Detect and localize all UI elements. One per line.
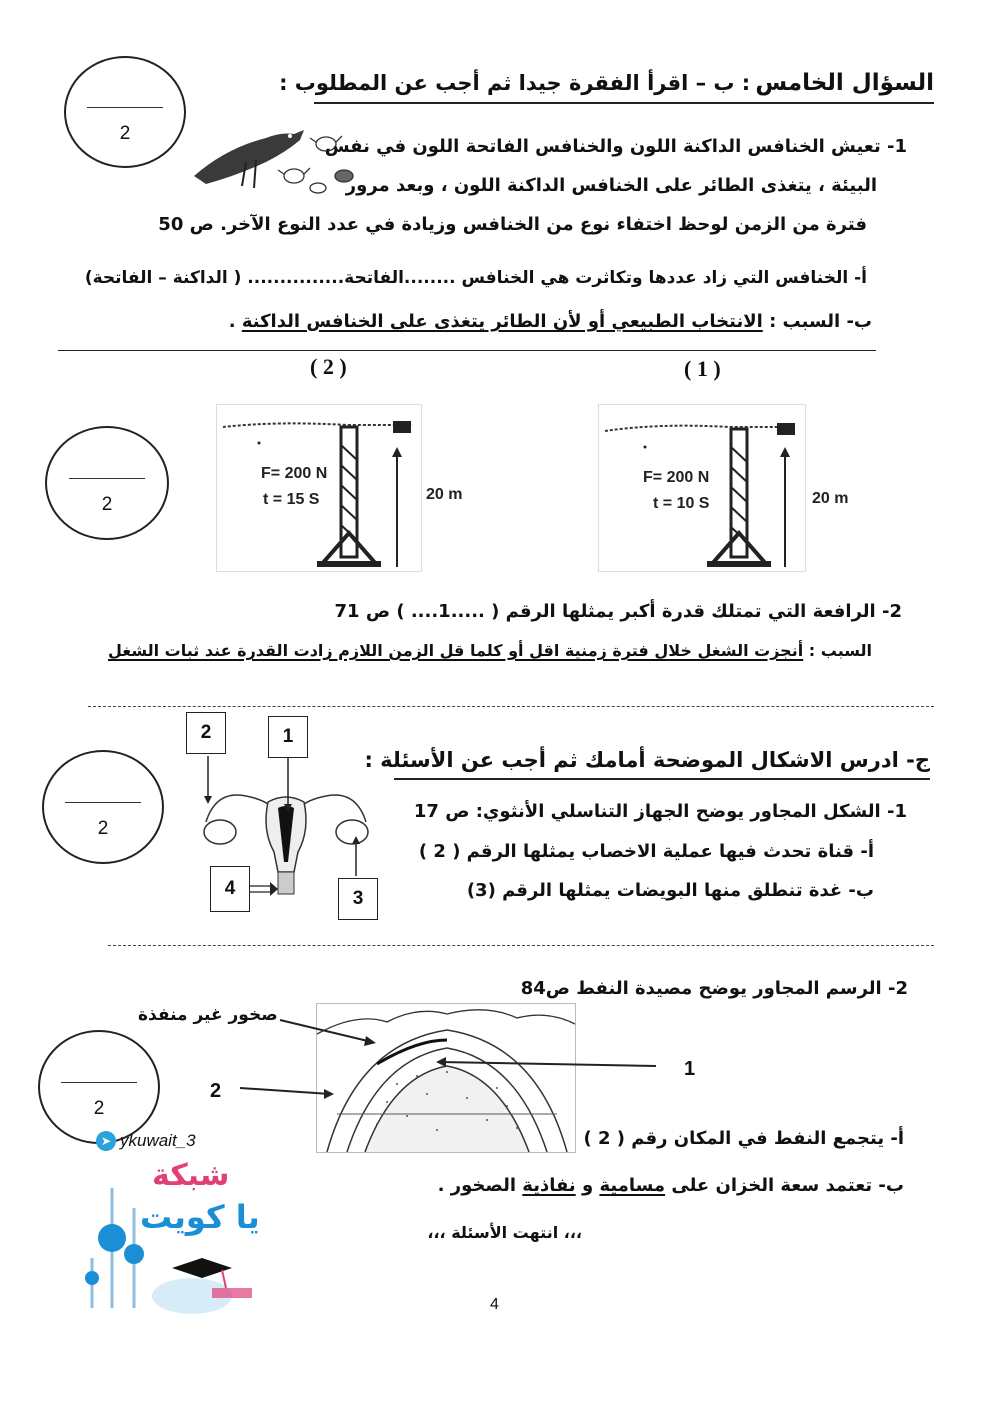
q1-b-end: .	[228, 311, 242, 332]
logo-text-1: شبكة	[152, 1158, 230, 1193]
qc-heading: ج- ادرس الاشكال الموضحة أمامك ثم أجب عن الأسئلة :	[394, 748, 930, 780]
fig1-force: F= 200 N	[643, 469, 710, 486]
crane-icon	[217, 405, 421, 571]
divider-1	[58, 350, 876, 351]
oil-label-rocks: صخور غير منفذة	[138, 1005, 278, 1025]
bird-icon	[194, 130, 304, 188]
crane-icon	[599, 405, 805, 571]
q2-reason	[108, 641, 872, 660]
fig1-height: 20 m	[812, 490, 849, 507]
crane-figure-2	[216, 404, 422, 572]
score-value: 2	[101, 494, 113, 515]
fig1-time: t = 10 S	[653, 495, 710, 512]
site-logo	[72, 1158, 272, 1328]
score-line	[65, 802, 141, 803]
watermark-handle	[96, 1131, 196, 1151]
uterus-label-4: 4	[210, 866, 250, 912]
qc2-answer-b	[438, 1175, 904, 1196]
qc2-b-word1: مسامية	[599, 1175, 666, 1196]
qc1-intro: 1- الشكل المجاور يوضح الجهاز التناسلي الأنثوي: ص 17	[413, 801, 907, 822]
q1-b-prefix: ب- السبب :	[769, 311, 872, 332]
q5-heading	[279, 70, 934, 104]
score-circle-1	[64, 56, 186, 168]
uterus-label-3: 3	[338, 878, 378, 920]
q1-para-line1: 1- تعيش الخنافس الداكنة اللون والخنافس الفاتحة اللون في نفس	[324, 136, 907, 157]
oil-label-1: 1	[684, 1058, 696, 1080]
page-number: 4	[490, 1296, 499, 1313]
fig2-time: t = 15 S	[263, 491, 320, 508]
score-value: 2	[97, 818, 109, 839]
q5-title: السؤال الخامس	[755, 70, 934, 96]
logo-text-2: يا كويت	[140, 1198, 260, 1236]
qc2-b-prefix: ب- تعتمد سعة الخزان على	[671, 1175, 904, 1196]
q1-answer-b	[229, 311, 872, 332]
qc2-b-word2: نفاذية	[522, 1175, 576, 1196]
divider-2	[88, 706, 934, 707]
score-circle-3	[42, 750, 164, 864]
end-of-questions: ،،، انتهت الأسئلة ،،،	[427, 1223, 582, 1242]
q2-reason-prefix: السبب :	[808, 641, 872, 660]
watermark-handle-text: ykuwait_3	[120, 1131, 196, 1150]
qc1-answer-b: ب- غدة تنطلق منها البويضات يمثلها الرقم (3)	[466, 880, 874, 901]
score-line	[87, 107, 163, 108]
figure-label-2: ( 2 )	[310, 354, 347, 379]
qc2-answer-a: أ- يتجمع النفط في المكان رقم ( 2 )	[583, 1128, 904, 1149]
uterus-label-1: 1	[268, 716, 308, 758]
q1-b-answer: الانتخاب الطبيعي أو لأن الطائر يتغذى على الخنافس الداكنة	[241, 311, 763, 332]
q5b-heading: : ب – اقرأ الفقرة جيدا ثم أجب عن المطلوب :	[279, 71, 751, 95]
qc2-intro: 2- الرسم المجاور يوضح مصيدة النفط ص84	[520, 978, 908, 999]
q1-para-line3: فترة من الزمن لوحظ اختفاء نوع من الخنافس وزيادة في عدد النوع الآخر. ص 50	[158, 214, 867, 235]
figure-label-1: ( 1 )	[684, 356, 721, 381]
q1-para-line2: البيئة ، يتغذى الطائر على الخنافس الداكنة اللون ، وبعد مرور	[345, 175, 877, 196]
qc1-answer-a: أ- قناة تحدث فيها عملية الاخصاب يمثلها الرقم ( 2 )	[418, 841, 874, 862]
q2-reason-answer: أنجزت الشغل خلال فترة زمنية اقل أو كلما قل الزمن اللازم زادت القدرة عند ثبات الشغل	[108, 641, 804, 660]
oil-label-2: 2	[210, 1080, 222, 1102]
uterus-label-2: 2	[186, 712, 226, 754]
qc2-b-end: الصخور .	[437, 1175, 517, 1196]
fig2-height: 20 m	[426, 486, 463, 503]
q1-answer-a: أ- الخنافس التي زاد عددها وتكاثرت هي الخنافس ........الفاتحة............... ( الداكنة – الفاتحة)	[84, 268, 867, 288]
crane-figure-1	[598, 404, 806, 572]
telegram-icon: ➤	[96, 1131, 116, 1151]
score-value: 2	[119, 122, 131, 144]
qc2-b-and: و	[581, 1175, 594, 1196]
q2-lever-question: 2- الرافعة التي تمتلك قدرة أكبر يمثلها الرقم ( .....1.... ) ص 71	[334, 601, 902, 622]
score-value: 2	[93, 1098, 105, 1119]
fig2-force: F= 200 N	[261, 465, 328, 482]
score-line	[69, 478, 146, 479]
score-circle-2	[45, 426, 169, 540]
divider-3	[108, 945, 934, 946]
bird-beetles-illustration	[186, 118, 366, 198]
oil-arrows	[0, 1000, 660, 1120]
